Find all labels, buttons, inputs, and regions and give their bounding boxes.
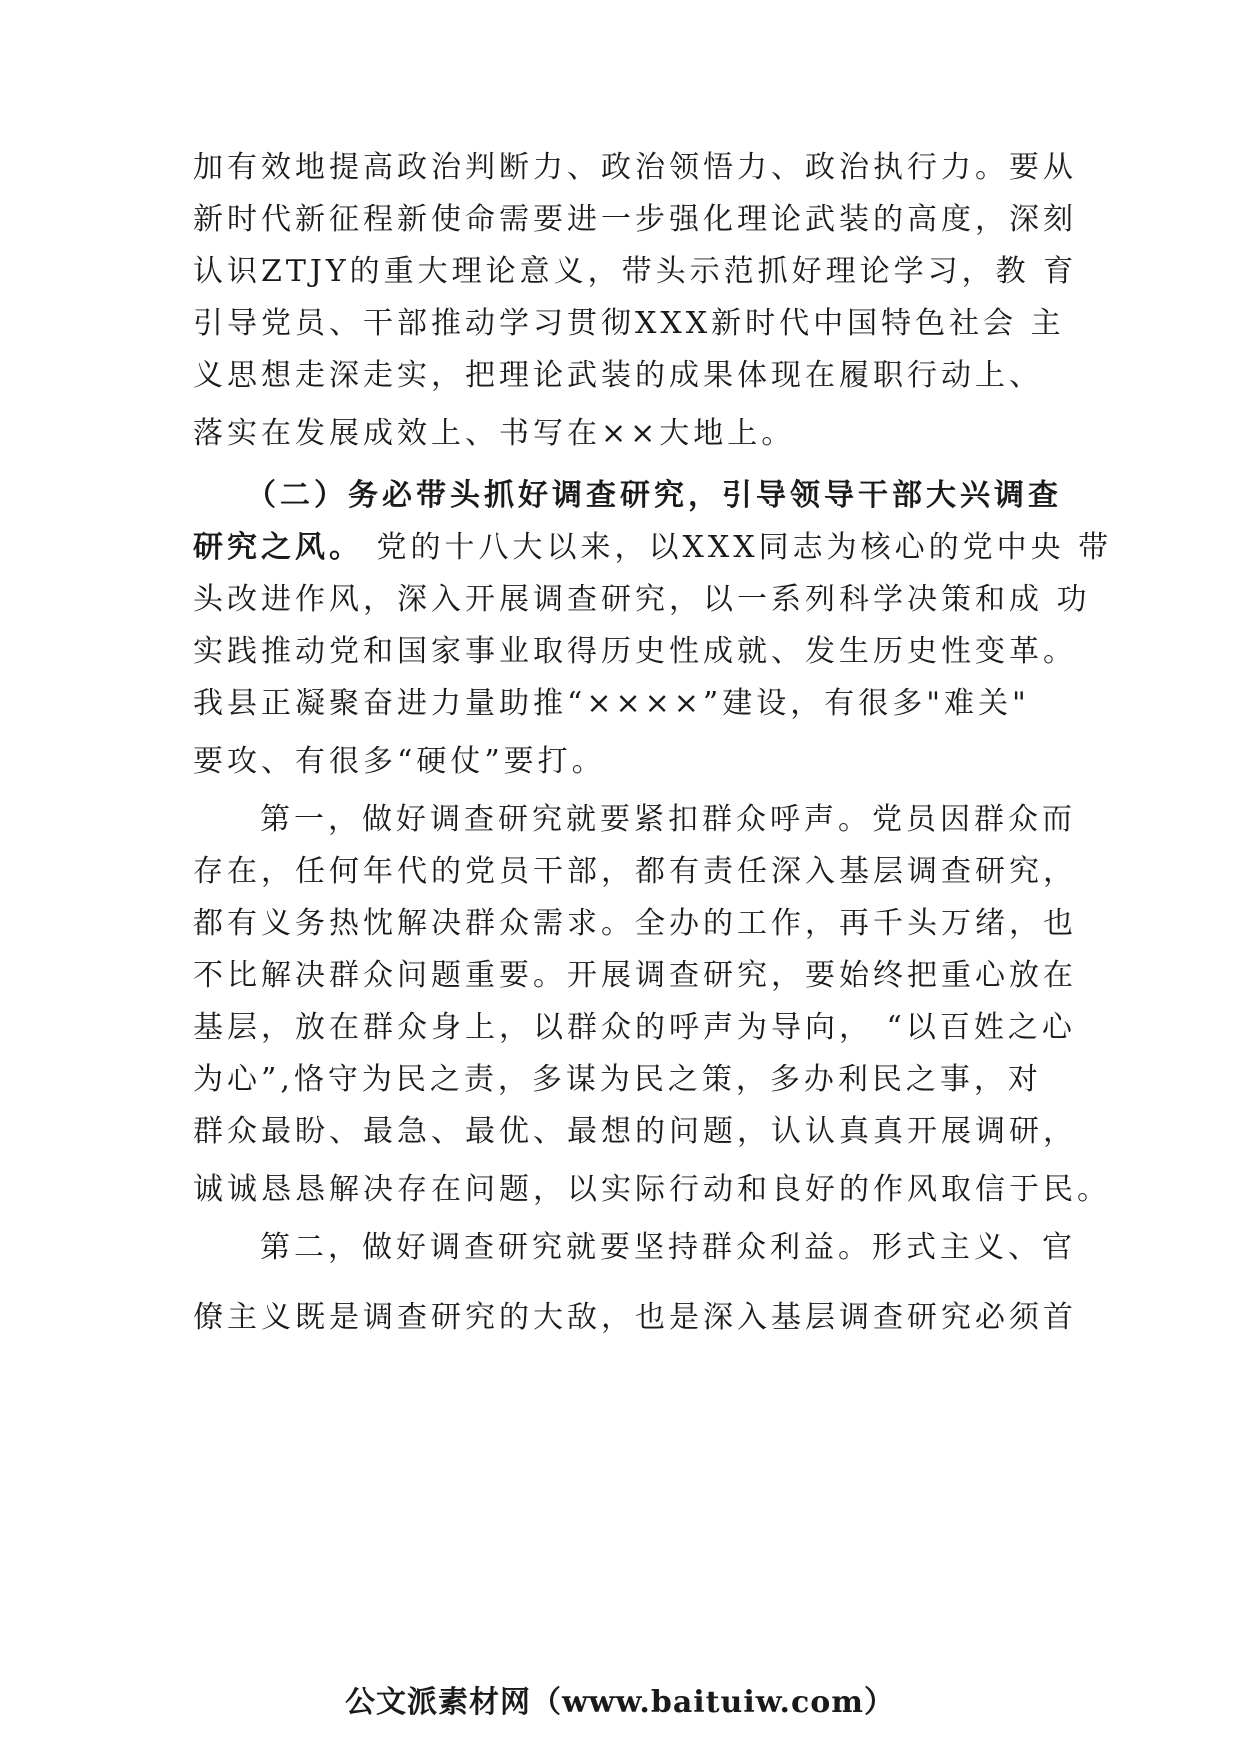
text-line: 第二，做好调查研究就要坚持群众利益。形式主义、官 — [260, 1230, 1076, 1265]
text-line: 存在，任何年代的党员干部，都有责任深入基层调查研究， — [193, 854, 1077, 889]
footer-watermark: 公文派素材网（www.baituiw.com） — [344, 1685, 896, 1720]
text-line: 僚主义既是调查研究的大敌，也是深入基层调查研究必须首 — [193, 1300, 1077, 1335]
text-line: 诚诚恳恳解决存在问题，以实际行动和良好的作风取信于民。 — [193, 1172, 1111, 1207]
text-span: 党的十八大以来，以XXX同志为核心的党中央 带 — [363, 530, 1113, 565]
section-heading-tail: 研究之风。 — [193, 530, 363, 565]
text-line: 认识ZTJY的重大理论意义，带头示范抓好理论学习，教 育 — [193, 254, 1078, 289]
text-line: 都有义务热忱解决群众需求。全办的工作，再千头万绪，也 — [193, 906, 1077, 941]
text-line: 引导党员、干部推动学习贯彻XXX新时代中国特色社会 主 — [193, 306, 1065, 341]
text-line: 第一，做好调查研究就要紧扣群众呼声。党员因群众而 — [260, 802, 1076, 837]
text-line: 落实在发展成效上、书写在××大地上。 — [193, 416, 796, 451]
text-line: 群众最盼、最急、最优、最想的问题，认认真真开展调研， — [193, 1114, 1077, 1149]
text-line: 义思想走深走实，把理论武装的成果体现在履职行动上、 — [193, 358, 1043, 393]
text-line: 不比解决群众问题重要。开展调查研究，要始终把重心放在 — [193, 958, 1077, 993]
text-line: 实践推动党和国家事业取得历史性成就、发生历史性变革。 — [193, 634, 1077, 669]
text-line: 加有效地提高政治判断力、政治领悟力、政治执行力。要从 — [193, 150, 1077, 185]
text-line: 为心”,恪守为民之责，多谋为民之策，多办利民之事，对 — [193, 1062, 1042, 1097]
text-line: 要攻、有很多“硬仗”要打。 — [193, 744, 606, 779]
text-line: 我县正凝聚奋进力量助推“××××”建设，有很多"难关" — [193, 686, 1030, 721]
text-line: 新时代新征程新使命需要进一步强化理论武装的高度，深刻 — [193, 202, 1077, 237]
text-line: 基层，放在群众身上，以群众的呼声为导向， “以百姓之心 — [193, 1010, 1076, 1045]
text-line: 头改进作风，深入开展调查研究，以一系列科学决策和成 功 — [193, 582, 1091, 617]
section-heading: （二）务必带头抓好调查研究，引导领导干部大兴调查 — [246, 478, 1062, 513]
text-line — [193, 528, 1113, 568]
